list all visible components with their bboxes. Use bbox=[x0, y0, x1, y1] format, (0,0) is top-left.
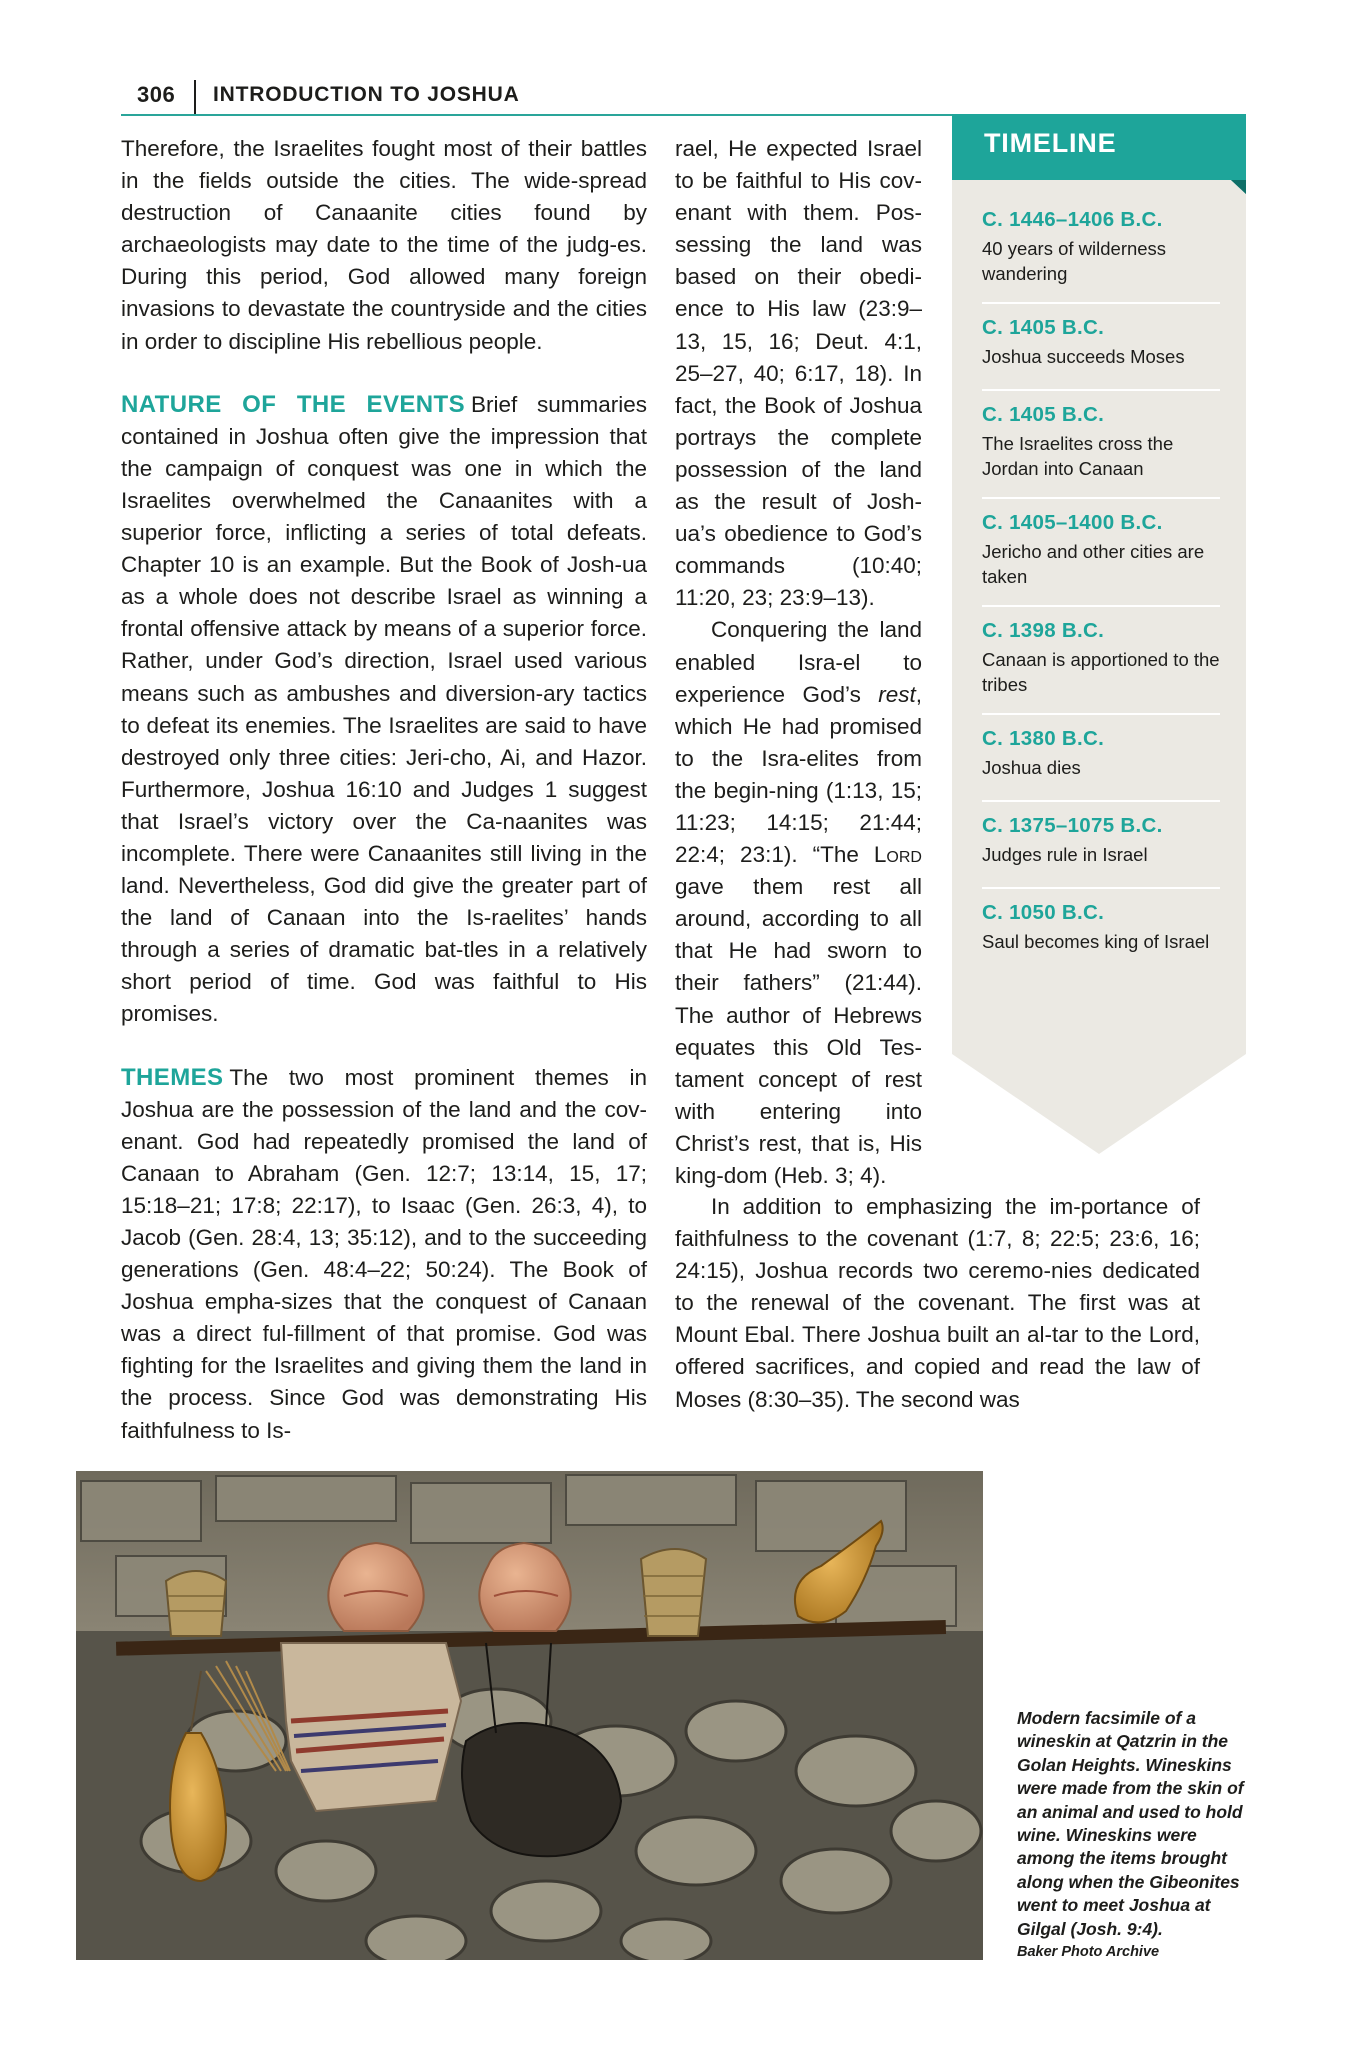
middle-column bbox=[675, 133, 922, 1192]
timeline-entry bbox=[982, 196, 1220, 304]
page-number: 306 bbox=[137, 82, 176, 107]
timeline-date: C. 1050 B.C. bbox=[982, 901, 1105, 924]
timeline-entries bbox=[982, 196, 1220, 997]
paragraph-nature-of-events: Brief summaries contained in Joshua often give the impression that the campaign of conquest was one in which the Israelites overwhelmed the Canaanites with a superior force, inflicting a series of total defeats. Chapter 10 is an example. But the Book of Josh-ua as a whole does not describe Israel as winning a frontal offensive attack by means of a superior force. Rather, under God’s direction, Israel used various means such as ambushes and diversion-ary tactics to defeat its enemies. The Israelites are said to have destroyed only three cities: Jeri-cho, Ai, and Hazor. Furthermore, Joshua 16:10 and Judges 1 suggest that Israel’s victory over the Ca-naanites was incomplete. There were Canaanites still living in the land. Nevertheless, God did give the greater part of the land of Canaan into the Is-raelites’ hands through a series of dramatic bat-tles in a relatively short period of time. God was faithful to His promises. bbox=[121, 391, 647, 1027]
header-separator bbox=[194, 80, 196, 114]
timeline-date: C. 1380 B.C. bbox=[982, 727, 1105, 750]
timeline-date: C. 1375–1075 B.C. bbox=[982, 814, 1163, 837]
paragraph-obedience: rael, He expected Israel to be faithful to His cov-enant with them. Pos-sessing the land was based on their obedi-ence to His law (23:9–13, 15, 16; Deut. 4:1, 25–27, 40; 6:17, 18). In fact, the Book of Joshua portrays the complete possession of the land as the result of Josh-ua’s obedience to God’s commands (10:40; 11:20, 23; 23:9–13). bbox=[675, 136, 922, 611]
text-span: gave them rest all around, according to all that He had sworn to their fathers” (21:44). The author of Hebrews equates this Old Tes-tament concept of rest with entering into Christ’s rest, that is, His king-dom (Heb. 3; 4). bbox=[675, 874, 922, 1188]
text-span: , which He had promised to the Isra-elites from the begin-ning (1:13, 15; 11:23; 14:15; 21:44; 22:4; 23:1). “The bbox=[675, 681, 922, 868]
timeline-title: TIMELINE bbox=[984, 128, 1117, 158]
timeline-event: The Israelites cross the Jordan into Canaan bbox=[982, 433, 1174, 479]
timeline-date: C. 1405 B.C. bbox=[982, 316, 1105, 339]
section-nature-of-events bbox=[121, 389, 647, 1031]
italic-rest: rest bbox=[878, 681, 916, 707]
timeline-date: C. 1398 B.C. bbox=[982, 619, 1105, 642]
photo-illustration bbox=[76, 1471, 983, 1960]
timeline-event: Judges rule in Israel bbox=[982, 844, 1148, 865]
heading-nature-of-events: NATURE OF THE EVENTS bbox=[121, 390, 465, 418]
timeline-event: 40 years of wilderness wandering bbox=[982, 238, 1167, 284]
timeline-entry bbox=[982, 499, 1220, 607]
timeline-date: C. 1405–1400 B.C. bbox=[982, 511, 1163, 534]
page-header bbox=[121, 80, 1243, 116]
timeline-date: C. 1405 B.C. bbox=[982, 403, 1105, 426]
photo-caption bbox=[1017, 1707, 1249, 1963]
wineskin-photo bbox=[76, 1471, 983, 1960]
timeline-event: Jericho and other cities are taken bbox=[982, 541, 1205, 587]
running-head: INTRODUCTION TO JOSHUA bbox=[213, 83, 520, 106]
paragraph-battles: Therefore, the Israelites fought most of their battles in the fields outside the cities. The wide-spread destruction of Canaanite cities found by archaeologists may date to the time of the judg-es. During this period, God allowed many foreign invasions to devastate the countryside and the cities in order to discipline His rebellious people. bbox=[121, 136, 647, 354]
text-span: Conquering the land enabled Isra-el to experience God’s bbox=[675, 617, 922, 707]
left-column bbox=[121, 133, 647, 1447]
timeline-date: C. 1446–1406 B.C. bbox=[982, 208, 1163, 231]
timeline-event: Joshua succeeds Moses bbox=[982, 346, 1185, 367]
caption-text: Modern facsimile of a wineskin at Qatzrin in the Golan Heights. Wineskins were made from the skin of an animal and used to hold wine. Wineskins were among the items brought along when the Gibeonites went to meet Joshua at Gilgal (Josh. 9:4). bbox=[1017, 1708, 1244, 1939]
paragraph-rest bbox=[675, 614, 922, 1192]
continuation-column bbox=[675, 1191, 1200, 1416]
timeline-entry bbox=[982, 802, 1220, 889]
timeline-entry bbox=[982, 391, 1220, 499]
timeline-entry bbox=[982, 607, 1220, 715]
timeline-entry bbox=[982, 715, 1220, 802]
photo-credit: Baker Photo Archive bbox=[1017, 1944, 1160, 1961]
timeline-sidebar bbox=[952, 114, 1246, 1154]
timeline-event: Saul becomes king of Israel bbox=[982, 931, 1210, 952]
paragraph-covenant-renewal: In addition to emphasizing the im-portance of faithfulness to the covenant (1:7, 8; 22:5; 23:6, 16; 24:15), Joshua records two ceremo-nies dedicated to the renewal of the covenant. The first was at Mount Ebal. There Joshua built an al-tar to the Lord, offered sacrifices, and copied and read the law of Moses (8:30–35). The second was bbox=[675, 1194, 1200, 1412]
timeline-event: Joshua dies bbox=[982, 757, 1081, 778]
section-themes bbox=[121, 1062, 647, 1447]
small-caps-lord: Lord bbox=[873, 842, 922, 868]
heading-themes: THEMES bbox=[121, 1063, 224, 1091]
timeline-entry bbox=[982, 304, 1220, 391]
paragraph-themes: The two most prominent themes in Joshua are the possession of the land and the cov-enant. God had repeatedly promised the land of Canaan to Abraham (Gen. 12:7; 13:14, 15, 17; 15:18–21; 17:8; 22:17), to Isaac (Gen. 26:3, 4), to Jacob (Gen. 28:4, 13; 35:12), and to the succeeding generations (Gen. 48:4–22; 50:24). The Book of Joshua empha-sizes that the conquest of Canaan was a direct ful-fillment of that promise. God was fighting for the Israelites and giving them the land in the process. Since God was demonstrating His faithfulness to Is- bbox=[121, 1064, 647, 1443]
timeline-event: Canaan is apportioned to the tribes bbox=[982, 649, 1220, 695]
timeline-entry bbox=[982, 889, 1220, 997]
